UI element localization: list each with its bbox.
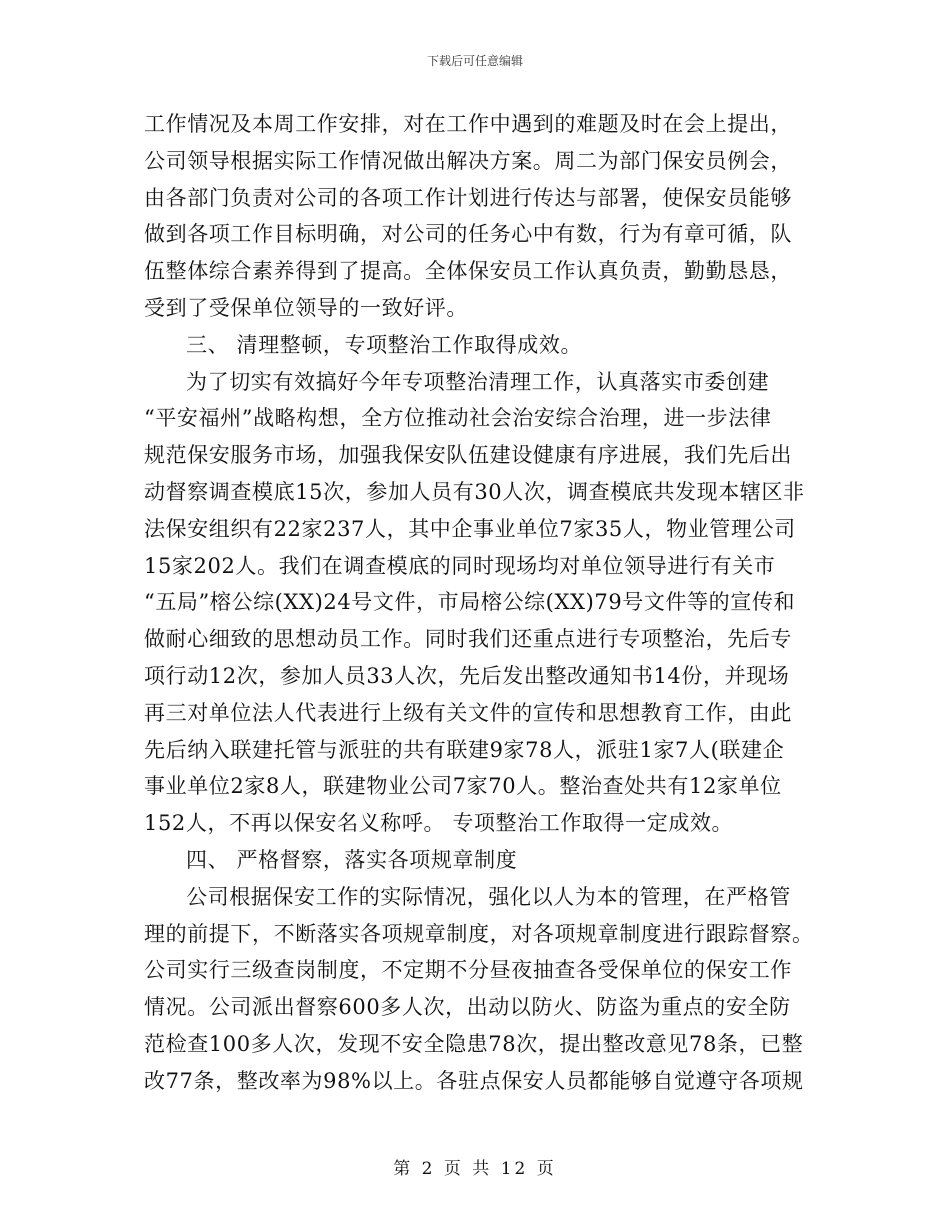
- body-line: 受到了受保单位领导的一致好评。: [144, 295, 468, 320]
- body-line: 规范保安服务市场，加强我保安队伍建设健康有序进展，我们先后出: [144, 443, 792, 468]
- body-line: 152人，不再以保安名义称呼。 专项整治工作取得一定成效。: [144, 811, 734, 836]
- section-heading: 四、 严格督察，落实各项规章制度: [186, 847, 518, 872]
- body-line: 公司领导根据实际工作情况做出解决方案。周二为部门保安员例会，: [144, 148, 792, 173]
- body-line: 再三对单位法人代表进行上级有关文件的宣传和思想教育工作，由此: [144, 700, 792, 725]
- body-line: 情况。公司派出督察600多人次，出动以防火、防盗为重点的安全防: [144, 995, 791, 1020]
- body-line: “五局”榕公综(XX)24号文件，市局榕公综(XX)79号文件等的宣传和: [144, 590, 796, 615]
- body-line: 工作情况及本周工作安排，对在工作中遇到的难题及时在会上提出，: [144, 112, 792, 136]
- body-line: 为了切实有效搞好今年专项整治清理工作，认真落实市委创建: [186, 369, 770, 394]
- body-line: 公司实行三级查岗制度，不定期不分昼夜抽查各受保单位的保安工作: [144, 958, 792, 983]
- body-line: 事业单位2家8人，联建物业公司7家70人。整治查处共有12家单位: [144, 774, 782, 799]
- body-line: 做耐心细致的思想动员工作。同时我们还重点进行专项整治，先后专: [144, 627, 792, 652]
- body-line: 由各部门负责对公司的各项工作计划进行传达与部署，使保安员能够: [144, 185, 792, 210]
- body-line: 先后纳入联建托管与派驻的共有联建9家78人，派驻1家7人(联建企: [144, 737, 785, 762]
- body-line: 公司根据保安工作的实际情况，强化以人为本的管理，在严格管: [186, 884, 791, 909]
- document-body: [144, 106, 814, 1100]
- body-line: “平安福州”战略构想，全方位推动社会治安综合治理，进一步法律: [144, 406, 772, 431]
- body-line: 项行动12次，参加人员33人次，先后发出整改通知书14份，并现场: [144, 663, 790, 688]
- section-heading: 三、 清理整顿，专项整治工作取得成效。: [186, 332, 583, 357]
- page-header: 下载后可任意编辑: [426, 54, 523, 68]
- page-footer: 第 2 页 共 12 页: [393, 1159, 557, 1179]
- body-line: 伍整体综合素养得到了提高。全体保安员工作认真负责，勤勤恳恳，: [144, 259, 792, 284]
- body-line: 法保安组织有22家237人，其中企事业单位7家35人，物业管理公司: [144, 516, 796, 541]
- body-line: 范检查100多人次，发现不安全隐患78次，提出整改意见78条，已整: [144, 1031, 804, 1056]
- body-line: 动督察调查模底15次，参加人员有30人次，调查模底共发现本辖区非: [144, 479, 805, 504]
- body-line: 改77条，整改率为98%以上。各驻点保安人员都能够自觉遵守各项规: [144, 1068, 804, 1093]
- body-line: 理的前提下，不断落实各项规章制度，对各项规章制度进行跟踪督察。: [144, 921, 814, 946]
- body-line: 15家202人。我们在调查模底的同时现场均对单位领导进行有关市: [144, 553, 776, 578]
- body-line: 做到各项工作目标明确，对公司的任务心中有数，行为有章可循，队: [144, 222, 792, 247]
